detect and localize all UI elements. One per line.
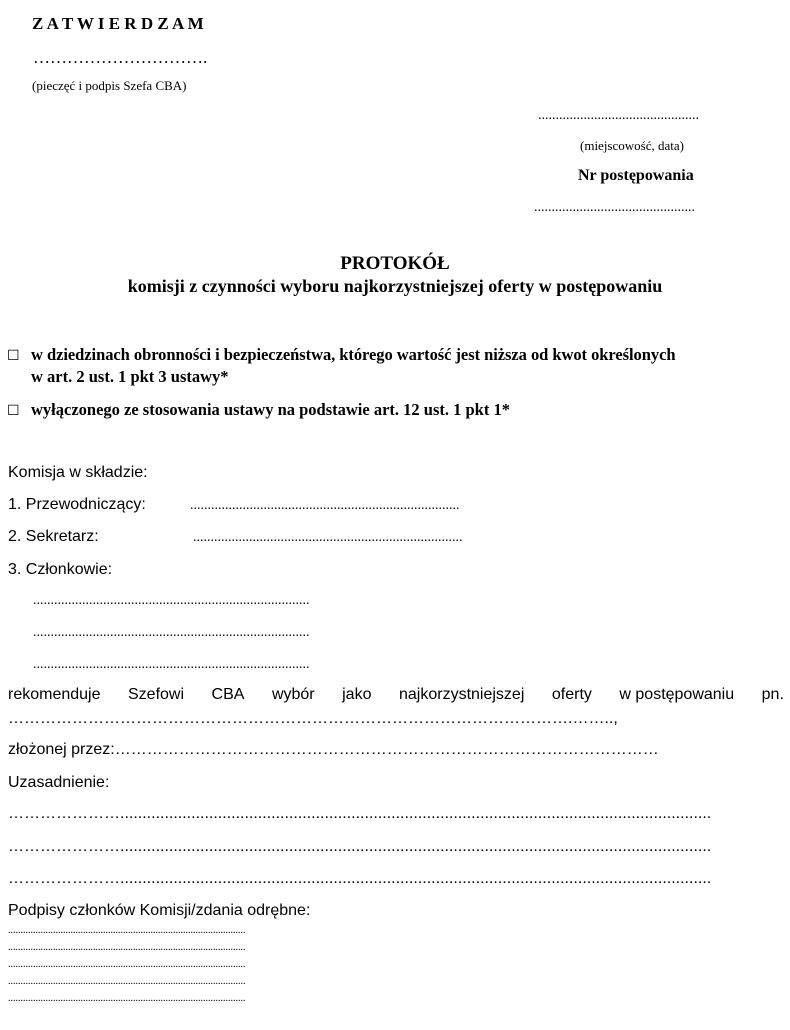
recommendation-word: najkorzystniejszej — [398, 686, 525, 703]
chair-label: 1. Przewodniczący: — [8, 496, 146, 513]
option-1-line-1: w dziedzinach obronności i bezpieczeństwa, którego wartość jest niższa od kwot określonych — [31, 345, 676, 364]
justification-line-3: …………………..................................................................................................................................... — [8, 870, 712, 887]
approval-caption: (pieczęć i podpis Szefa CBA) — [32, 78, 187, 93]
justification-line-1: …………………..................................................................................................................................... — [8, 805, 712, 822]
member-1-dots: ............................................................................... — [33, 593, 310, 608]
recommendation-word: w postępowaniu — [619, 686, 735, 703]
recommendation-word: jako — [342, 686, 372, 703]
document-title: PROTOKÓŁ — [340, 253, 450, 274]
recommendation-word: pn. — [761, 686, 784, 703]
document-subtitle: komisji z czynności wyboru najkorzystniejszej oferty w postępowaniu — [127, 276, 663, 296]
justification-label: Uzasadnienie: — [8, 774, 110, 791]
option-1-line-2: w art. 2 ust. 1 pkt 3 ustawy* — [31, 367, 229, 386]
signature-line-1: ............................................................................................... — [8, 925, 246, 936]
option-2-checkbox[interactable]: ☐ — [7, 402, 20, 418]
option-1-checkbox[interactable]: ☐ — [7, 347, 20, 363]
members-label: 3. Członkowie: — [8, 561, 113, 578]
signature-line-4: ............................................................................................... — [8, 976, 246, 987]
place-date-dots: .............................................. — [538, 108, 699, 123]
recommendation-line — [8, 686, 784, 704]
option-2-line-1: wyłączonego ze stosowania ustawy na podstawie art. 12 ust. 1 pkt 1* — [31, 400, 510, 419]
secretary-label: 2. Sekretarz: — [8, 528, 99, 545]
chair-dots: ............................................................................. — [190, 498, 460, 513]
secretary-dots: ............................................................................. — [193, 530, 463, 545]
signature-line-5: ............................................................................................... — [8, 993, 246, 1004]
recommendation-word: oferty — [551, 686, 592, 703]
recommendation-word: wybór — [271, 686, 315, 703]
signature-line-3: ............................................................................................... — [8, 959, 246, 970]
approval-signature-dots: …………………………. — [33, 48, 208, 67]
recommendation-word: rekomenduje — [8, 686, 101, 703]
signatures-label: Podpisy członków Komisji/zdania odrębne: — [8, 902, 311, 919]
case-number-dots: .............................................. — [534, 200, 695, 215]
place-date-caption: (miejscowość, data) — [580, 138, 684, 153]
approval-heading: Z A T W I E R D Z A M — [32, 14, 204, 33]
member-3-dots: ............................................................................... — [33, 657, 310, 672]
member-2-dots: ............................................................................... — [33, 625, 310, 640]
committee-heading: Komisja w składzie: — [8, 464, 148, 481]
justification-line-2: …………………..................................................................................................................................... — [8, 838, 712, 855]
recommendation-word: Szefowi — [128, 686, 185, 703]
submitted-by-line: złożonej przez:………………………………………………………………………………………… — [8, 741, 659, 758]
recommendation-word: CBA — [211, 686, 245, 703]
signature-line-2: ............................................................................................... — [8, 942, 246, 953]
recommendation-dots: …………………………………………………………………………………………….…….., — [8, 710, 618, 727]
case-number-label: Nr postępowania — [578, 167, 694, 184]
